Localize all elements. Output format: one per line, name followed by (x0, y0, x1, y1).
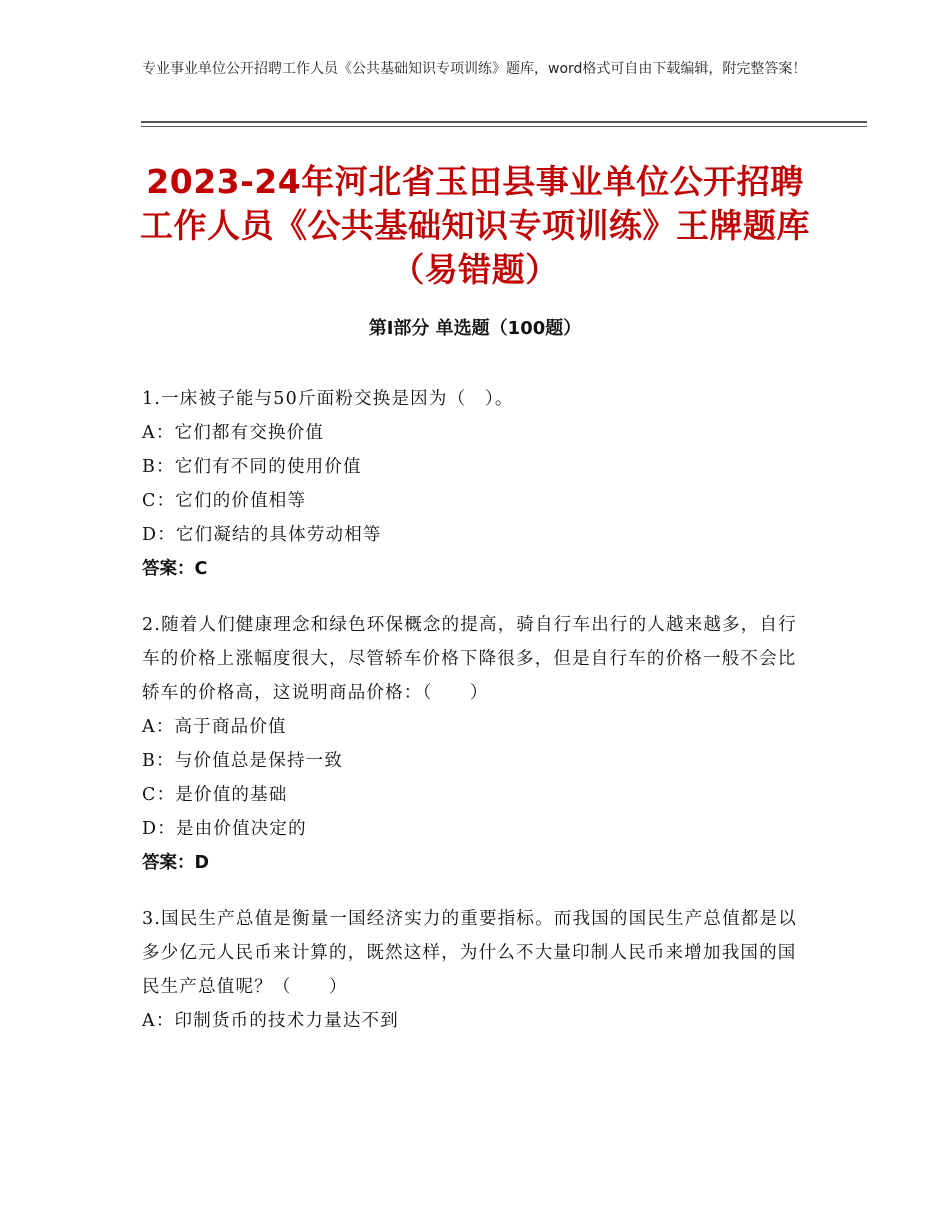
option-c: C：它们的价值相等 (142, 491, 307, 511)
option-a: A：它们都有交换价值 (142, 423, 325, 443)
option-b: B：它们有不同的使用价值 (142, 457, 362, 477)
question-3 (142, 902, 808, 1038)
option-d: D：它们凝结的具体劳动相等 (142, 525, 382, 545)
header-divider (141, 121, 867, 123)
document-title: 2023-24年河北省玉田县事业单位公开招聘工作人员《公共基础知识专项训练》王牌题库（易错题） (140, 162, 810, 289)
option-b: B：与价值总是保持一致 (142, 751, 344, 771)
header-note: 专业事业单位公开招聘工作人员《公共基础知识专项训练》题库，word格式可自由下载编辑，附完整答案！ (142, 61, 807, 77)
header-divider-thin (141, 126, 867, 127)
option-c: C：是价值的基础 (142, 785, 288, 805)
question-stem: 1.一床被子能与50斤面粉交换是因为（ ）。 (142, 389, 514, 409)
question-stem: 2.随着人们健康理念和绿色环保概念的提高，骑自行车出行的人越来越多，自行车的价格上涨幅度很大，尽管轿车价格下降很多，但是自行车的价格一般不会比轿车的价格高，这说明商品价格：（ ） (142, 615, 797, 703)
option-a: A：印制货币的技术力量达不到 (142, 1011, 399, 1031)
answer: 答案：C (142, 559, 208, 579)
option-a: A：高于商品价值 (142, 717, 287, 737)
question-2 (142, 608, 808, 880)
answer: 答案：D (142, 853, 210, 873)
question-list (142, 382, 808, 1060)
question-1 (142, 382, 808, 586)
question-stem: 3.国民生产总值是衡量一国经济实力的重要指标。而我国的国民生产总值都是以多少亿元人民币来计算的，既然这样，为什么不大量印制人民币来增加我国的国民生产总值呢？（ ） (142, 909, 797, 997)
section-title: 第Ⅰ部分 单选题（100题） (368, 318, 582, 339)
option-d: D：是由价值决定的 (142, 819, 307, 839)
